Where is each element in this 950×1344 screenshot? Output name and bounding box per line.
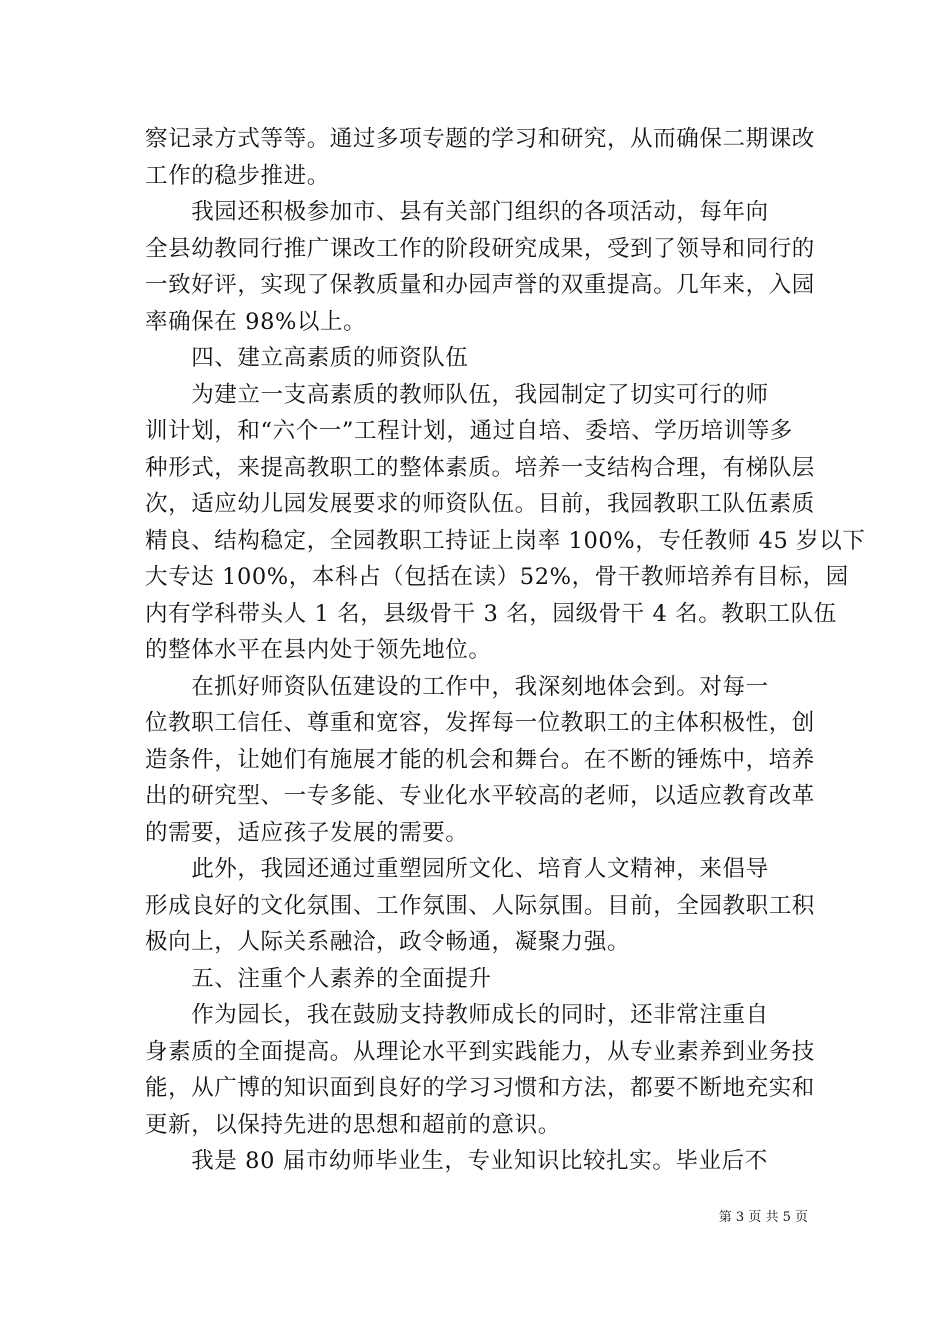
text-line: 为建立一支高素质的教师队伍，我园制定了切实可行的师 — [145, 382, 769, 408]
text-line: 工作的稳步推进。 — [145, 163, 330, 189]
text-line: 大专达 100%，本科占（包括在读）52%，骨干教师培养有目标，园 — [145, 564, 849, 590]
text-line: 出的研究型、一专多能、专业化水平较高的老师，以适应教育改革 — [145, 783, 815, 809]
text-line: 能，从广博的知识面到良好的学习习惯和方法，都要不断地充实和 — [145, 1075, 815, 1101]
text-line: 在抓好师资队伍建设的工作中，我深刻地体会到。对每一 — [145, 674, 769, 700]
text-line: 次，适应幼儿园发展要求的师资队伍。目前，我园教职工队伍素质 — [145, 491, 815, 517]
text-line: 内有学科带头人 1 名，县级骨干 3 名，园级骨干 4 名。教职工队伍 — [145, 601, 837, 627]
text-line: 我园还积极参加市、县有关部门组织的各项活动，每年向 — [145, 199, 769, 225]
text-line: 极向上，人际关系融洽，政令畅通，凝聚力强。 — [145, 929, 631, 955]
text-line: 更新，以保持先进的思想和超前的意识。 — [145, 1112, 561, 1138]
text-line: 训计划，和“六个一”工程计划，通过自培、委培、学历培训等多 — [145, 418, 793, 444]
text-line: 此外，我园还通过重塑园所文化、培育人文精神，来倡导 — [145, 856, 769, 882]
text-line: 种形式，来提高教职工的整体素质。培养一支结构合理，有梯队层 — [145, 455, 815, 481]
page-number-footer: 第 3 页 共 5 页 — [718, 1210, 808, 1225]
text-line: 的需要，适应孩子发展的需要。 — [145, 820, 469, 846]
text-line: 的整体水平在县内处于领先地位。 — [145, 637, 492, 663]
section-heading: 四、建立高素质的师资队伍 — [145, 345, 469, 371]
text-line: 造条件，让她们有施展才能的机会和舞台。在不断的锤炼中，培养 — [145, 747, 815, 773]
text-line: 作为园长，我在鼓励支持教师成长的同时，还非常注重自 — [145, 1002, 769, 1028]
text-line: 形成良好的文化氛围、工作氛围、人际氛围。目前，全园教职工积 — [145, 893, 815, 919]
text-line: 率确保在 98%以上。 — [145, 309, 367, 335]
text-line: 位教职工信任、尊重和宽容，发挥每一位教职工的主体积极性，创 — [145, 710, 815, 736]
text-line: 一致好评，实现了保教质量和办园声誉的双重提高。几年来，入园 — [145, 272, 815, 298]
text-line: 全县幼教同行推广课改工作的阶段研究成果，受到了领导和同行的 — [145, 236, 815, 262]
section-heading: 五、注重个人素养的全面提升 — [145, 966, 492, 992]
text-line: 我是 80 届市幼师毕业生，专业知识比较扎实。毕业后不 — [145, 1148, 768, 1174]
text-line: 精良、结构稳定，全园教职工持证上岗率 100%，专任教师 45 岁以下 — [145, 528, 866, 554]
text-line: 察记录方式等等。通过多项专题的学习和研究，从而确保二期课改 — [145, 126, 815, 152]
text-line: 身素质的全面提高。从理论水平到实践能力，从专业素养到业务技 — [145, 1039, 815, 1065]
